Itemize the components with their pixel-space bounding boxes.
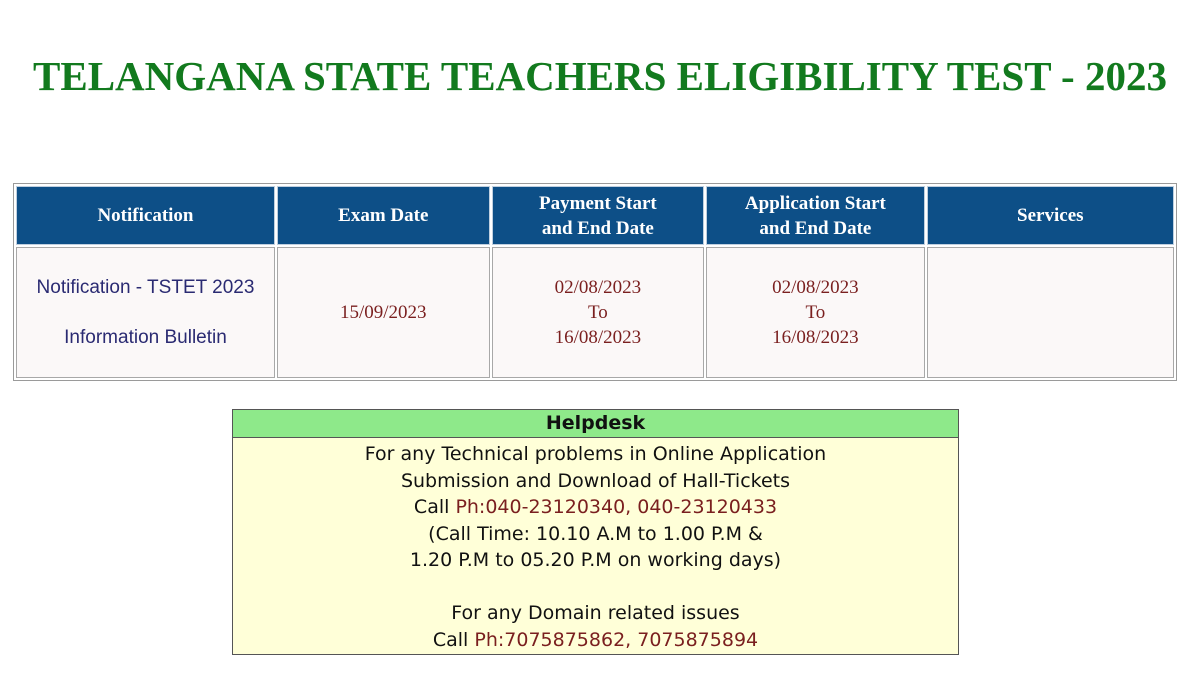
technical-phone-numbers[interactable]: Ph:040-23120340, 040-23120433 bbox=[455, 496, 778, 518]
technical-call-label: Call bbox=[413, 496, 450, 518]
application-dates-cell bbox=[706, 247, 924, 378]
header-notification: Notification bbox=[16, 186, 275, 245]
domain-call-label: Call bbox=[432, 628, 469, 651]
exam-date-cell bbox=[277, 247, 490, 378]
helpdesk-body bbox=[233, 438, 958, 653]
domain-line: For any Domain related issues bbox=[451, 602, 740, 624]
domain-call-line bbox=[233, 627, 958, 654]
technical-line-2: Submission and Download of Hall-Tickets bbox=[400, 469, 791, 492]
exam-date: 15/09/2023 bbox=[339, 302, 427, 323]
schedule-row bbox=[16, 247, 1174, 378]
page-title: TELANGANA STATE TEACHERS ELIGIBILITY TEST - 2023 bbox=[33, 53, 1167, 99]
call-time-line-2: 1.20 P.M to 05.20 P.M on working days) bbox=[409, 549, 782, 571]
payment-dates-cell bbox=[492, 247, 705, 378]
schedule-table bbox=[13, 183, 1177, 381]
call-time-line-1: (Call Time: 10.10 A.M to 1.00 P.M & bbox=[428, 522, 763, 545]
notification-cell bbox=[16, 247, 275, 378]
header-application-dates: Application Start and End Date bbox=[706, 186, 924, 245]
header-exam-date: Exam Date bbox=[277, 186, 490, 245]
header-payment-dates: Payment Start and End Date bbox=[492, 186, 705, 245]
helpdesk-spacer bbox=[233, 574, 958, 601]
helpdesk-box bbox=[232, 409, 959, 655]
payment-dates: 02/08/2023 To 16/08/2023 bbox=[554, 277, 642, 348]
services-cell bbox=[927, 247, 1174, 378]
domain-phone-numbers[interactable]: Ph:7075875862, 7075875894 bbox=[474, 628, 759, 651]
technical-line-1: For any Technical problems in Online Application bbox=[364, 443, 827, 465]
technical-call-line bbox=[233, 494, 958, 521]
notification-link[interactable]: Notification - TSTET 2023 bbox=[36, 276, 255, 298]
application-dates: 02/08/2023 To 16/08/2023 bbox=[772, 277, 859, 348]
header-services: Services bbox=[927, 186, 1174, 245]
schedule-header-row bbox=[16, 186, 1174, 245]
helpdesk-title: Helpdesk bbox=[233, 410, 958, 438]
information-bulletin-link[interactable]: Information Bulletin bbox=[64, 326, 227, 348]
